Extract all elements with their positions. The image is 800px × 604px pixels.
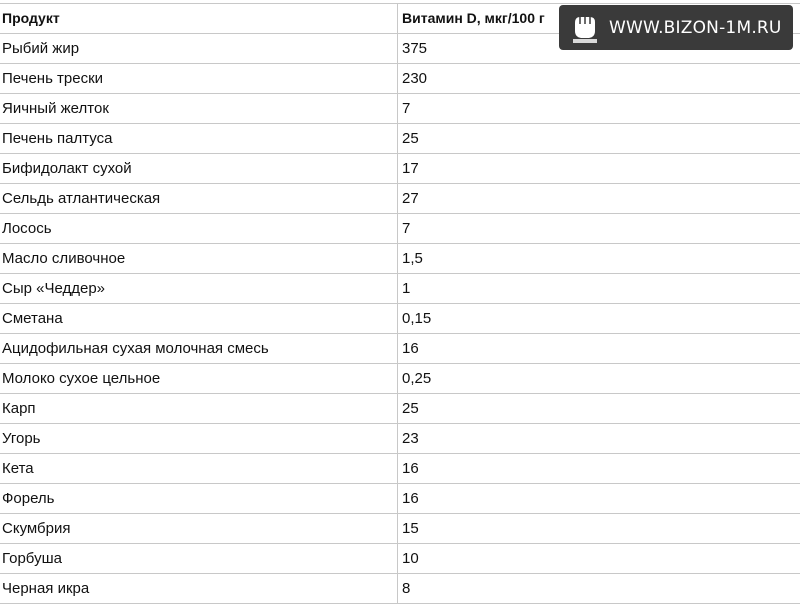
- table-row: [0, 334, 800, 364]
- product-cell: Масло сливочное: [0, 244, 398, 273]
- site-watermark: [559, 5, 793, 50]
- table-row: [0, 124, 800, 154]
- value-cell: 25: [402, 400, 419, 417]
- table-row: [0, 244, 800, 274]
- value-cell: 7: [402, 100, 411, 117]
- value-cell: 16: [402, 340, 419, 357]
- value-cell: 17: [402, 160, 419, 177]
- table-row: [0, 304, 800, 334]
- product-cell: Печень палтуса: [0, 124, 398, 153]
- table-row: [0, 94, 800, 124]
- product-cell: Сметана: [0, 304, 398, 333]
- table-row: [0, 364, 800, 394]
- value-cell: 8: [402, 580, 411, 597]
- product-cell: Скумбрия: [0, 514, 398, 543]
- value-cell: 375: [402, 40, 428, 57]
- value-cell: 0,25: [402, 370, 432, 387]
- value-cell: 1,5: [402, 250, 423, 267]
- watermark-text: WWW.BIZON-1M.RU: [609, 17, 782, 38]
- table-body: [0, 34, 800, 604]
- table-row: [0, 184, 800, 214]
- value-cell: 0,15: [402, 310, 432, 327]
- product-cell: Сельдь атлантическая: [0, 184, 398, 213]
- product-cell: Горбуша: [0, 544, 398, 573]
- product-cell: Бифидолакт сухой: [0, 154, 398, 183]
- value-cell: 15: [402, 520, 419, 537]
- product-cell: Молоко сухое цельное: [0, 364, 398, 393]
- value-cell: 1: [402, 280, 411, 297]
- product-cell: Лосось: [0, 214, 398, 243]
- table-row: [0, 574, 800, 604]
- table-row: [0, 274, 800, 304]
- vitamin-d-table: [0, 3, 800, 604]
- value-cell: 230: [402, 70, 428, 87]
- product-cell: Рыбий жир: [0, 34, 398, 63]
- fist-logo-icon: [567, 9, 601, 47]
- table-row: [0, 544, 800, 574]
- table-row: [0, 514, 800, 544]
- product-cell: Форель: [0, 484, 398, 513]
- table-row: [0, 154, 800, 184]
- product-cell: Кета: [0, 454, 398, 483]
- table-row: [0, 64, 800, 94]
- table-row: [0, 424, 800, 454]
- product-cell: Печень трески: [0, 64, 398, 93]
- table-row: [0, 484, 800, 514]
- value-cell: 23: [402, 430, 419, 447]
- value-cell: 25: [402, 130, 419, 147]
- value-cell: 7: [402, 220, 411, 237]
- value-cell: 16: [402, 460, 419, 477]
- product-cell: Карп: [0, 394, 398, 423]
- product-cell: Угорь: [0, 424, 398, 453]
- value-cell: 16: [402, 490, 419, 507]
- table-row: [0, 214, 800, 244]
- product-cell: Сыр «Чеддер»: [0, 274, 398, 303]
- product-cell: Яичный желток: [0, 94, 398, 123]
- table-row: [0, 454, 800, 484]
- product-cell: Черная икра: [0, 574, 398, 603]
- header-product: Продукт: [0, 4, 398, 33]
- table-row: [0, 394, 800, 424]
- product-cell: Ацидофильная сухая молочная смесь: [0, 334, 398, 363]
- header-value: Витамин D, мкг/100 г: [402, 10, 545, 26]
- value-cell: 27: [402, 190, 419, 207]
- value-cell: 10: [402, 550, 419, 567]
